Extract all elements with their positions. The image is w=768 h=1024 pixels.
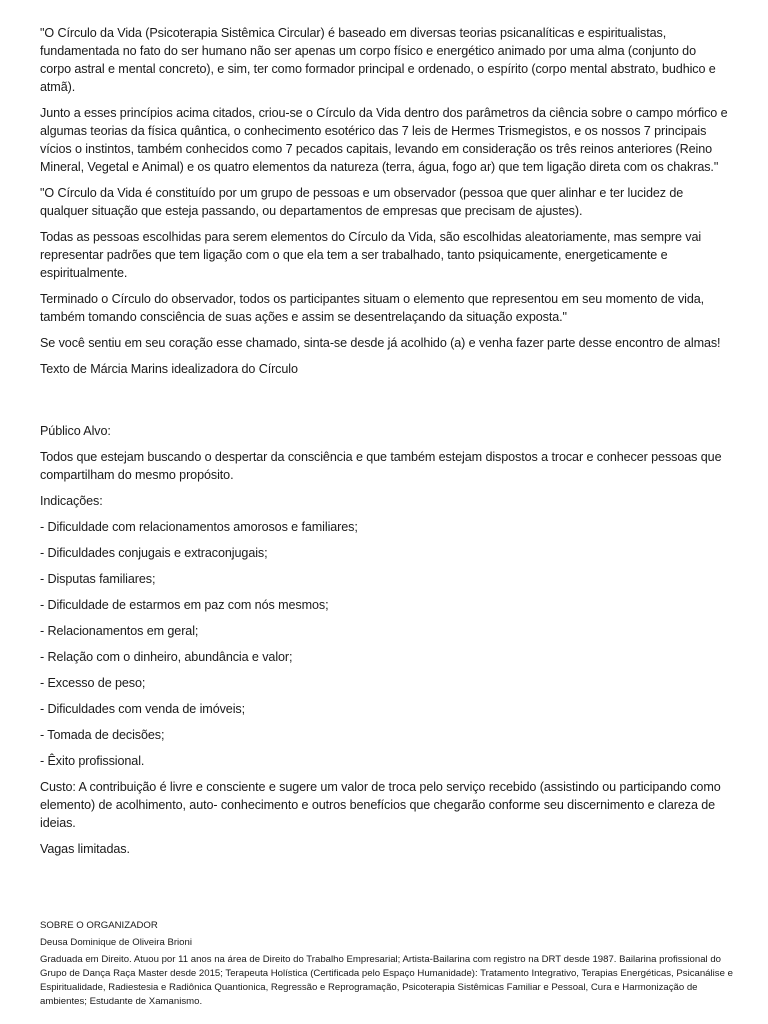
indications-list — [40, 518, 730, 770]
intro-paragraph-6: Se você sentiu em seu coração esse chamado, sinta-se desde já acolhido (a) e venha fazer parte desse encontro de almas! — [40, 336, 721, 350]
intro-paragraph-2: Junto a esses princípios acima citados, criou-se o Círculo da Vida dentro dos parâmetros da ciência sobre o campo mórfico e algumas teorias da física quântica, o conhecimento esotérico das 7 leis de Hermes Trismegistos, e os nossos 7 principais vícios o instintos, também conhecidos como 7 pecados capitais, levando em consideração os três reinos anteriores (Reino Mineral, Vegetal e Animal) e os quatro elementos da natureza (terra, água, fogo ar) que tem ligação direta com os chakras." — [40, 106, 728, 174]
section-spacer — [40, 386, 730, 422]
list-item: - Excesso de peso; — [40, 676, 146, 690]
audience-text: Todos que estejam buscando o despertar da consciência e que também estejam dispostos a trocar e conhecer pessoas que compartilham do mesmo propósito. — [40, 450, 722, 482]
indications-title: Indicações: — [40, 494, 103, 508]
intro-paragraph-4: Todas as pessoas escolhidas para serem elementos do Círculo da Vida, são escolhidas aleatoriamente, mas sempre vai representar padrões que tem ligação com o que ela tem a ser trabalhado, tanto psiquicamente, energeticamente e espiritualmente. — [40, 230, 702, 280]
list-item: - Dificuldade de estarmos em paz com nós mesmos; — [40, 598, 329, 612]
intro-paragraph-3: "O Círculo da Vida é constituído por um grupo de pessoas e um observador (pessoa que quer alinhar e ter lucidez de qualquer situação que esteja passando, ou departamentos de empresas que precisam de ajustes). — [40, 186, 684, 218]
list-item: - Disputas familiares; — [40, 572, 156, 586]
organizer-name: Deusa Dominique de Oliveira Brioni — [40, 937, 192, 948]
list-item: - Êxito profissional. — [40, 754, 145, 768]
cost-paragraph: Custo: A contribuição é livre e consciente e sugere um valor de troca pelo serviço recebido (assistindo ou participando como elemento) de acolhimento, auto- conhecimento e outros benefícios que chegarão conforme seu discernimento e clareza de ideias. — [40, 780, 721, 830]
list-item: - Dificuldades conjugais e extraconjugais; — [40, 546, 268, 560]
organizer-section-title: SOBRE O ORGANIZADOR — [40, 920, 158, 931]
list-item: - Relação com o dinheiro, abundância e valor; — [40, 650, 293, 664]
vacancies-note: Vagas limitadas. — [40, 842, 130, 856]
main-content — [40, 24, 730, 866]
author-credit: Texto de Márcia Marins idealizadora do Círculo — [40, 362, 298, 376]
intro-paragraph-1: "O Círculo da Vida (Psicoterapia Sistêmica Circular) é baseado em diversas teorias psicanalíticas e espiritualistas, fundamentada no fato do ser humano não ser apenas um corpo físico e energético animado por uma alma (conjunto do corpo astral e mental concreto), e sim, ter como formador principal e ordenado, o espírito (corpo mental abstrato, budhico e atmã). — [40, 26, 716, 94]
list-item: - Dificuldades com venda de imóveis; — [40, 702, 245, 716]
organizer-bio: Graduada em Direito. Atuou por 11 anos na área de Direito do Trabalho Empresarial; Artista-Bailarina com registro na DRT desde 1987. Bailarina profissional do Grupo de Dança Raça Master desde 2015; Terapeuta Holística (Certificada pelo Espaço Humanidade): Tratamento Integrativo, Terapias Energéticas, Psicanálise e Espiritualidade, Radiestesia e Radiônica Quantionica, Regressão e Reprogramação, Psicoterapia Sistêmicas Familiar e Pessoal, Cura e Harmonização de ambientes; Estudante de Xamanismo. — [40, 954, 733, 1007]
audience-title: Público Alvo: — [40, 424, 111, 438]
organizer-section — [40, 919, 740, 1009]
list-item: - Relacionamentos em geral; — [40, 624, 199, 638]
list-item: - Dificuldade com relacionamentos amorosos e familiares; — [40, 520, 358, 534]
intro-paragraph-5: Terminado o Círculo do observador, todos os participantes situam o elemento que representou em seu momento de vida, também tomando consciência de suas ações e assim se desentrelaçando da situação exposta." — [40, 292, 705, 324]
list-item: - Tomada de decisões; — [40, 728, 165, 742]
